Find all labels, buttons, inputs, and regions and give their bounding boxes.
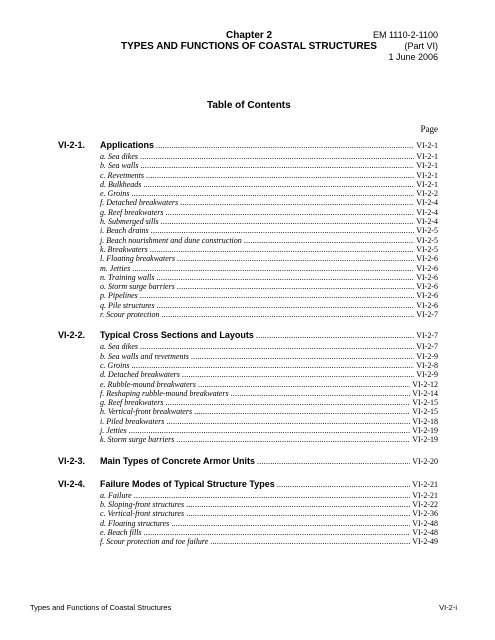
- toc-subentry[interactable]: [58, 537, 438, 546]
- subentry-page-number: VI-2-5: [416, 226, 438, 236]
- subentry-title: a. Sea dikes: [100, 152, 138, 161]
- page-column-label: Page: [420, 124, 438, 134]
- document-id: EM 1110-2-1100: [372, 30, 438, 40]
- subentry-title: i. Piled breakwaters: [100, 416, 165, 426]
- toc-subentry[interactable]: [58, 519, 438, 528]
- subentry-title: q. Pile structures: [100, 300, 155, 310]
- section-spacer: [58, 468, 438, 479]
- toc-subentry[interactable]: [58, 301, 438, 310]
- toc-subentry[interactable]: [58, 152, 438, 161]
- dot-leader: [210, 537, 410, 546]
- toc-subentry[interactable]: [58, 389, 438, 398]
- subentry-title: p. Pipelines: [100, 291, 138, 301]
- toc-subentry[interactable]: [58, 370, 438, 379]
- subentry-title: e. Groins: [100, 189, 130, 199]
- dot-leader: [165, 208, 414, 217]
- dot-leader: [166, 417, 410, 426]
- toc-section-entry[interactable]: [58, 479, 438, 491]
- subentry-page-number: VI-2-49: [412, 537, 438, 547]
- part-label: (Part VI): [404, 41, 438, 51]
- toc-subentry[interactable]: [58, 380, 438, 389]
- subentry-title: o. Storm surge barriers: [100, 282, 175, 292]
- dot-leader: [176, 435, 410, 444]
- dot-leader: [244, 236, 414, 245]
- section-title: Applications: [100, 140, 155, 150]
- subentry-page-number: VI-2-19: [412, 435, 438, 445]
- dot-leader: [140, 342, 414, 351]
- toc-subentry[interactable]: [58, 352, 438, 361]
- subentry-page-number: VI-2-6: [416, 300, 438, 310]
- dot-leader: [134, 491, 411, 500]
- subentry-title: k. Breakwaters: [100, 244, 148, 254]
- subentry-title: m. Jetties: [100, 263, 131, 273]
- dot-leader: [129, 426, 411, 435]
- section-title: Main Types of Concrete Armor Units: [100, 455, 256, 466]
- dot-leader: [191, 352, 414, 361]
- footer-page-number: VI-2-i: [439, 603, 457, 612]
- toc-subentry[interactable]: [58, 491, 438, 500]
- subentry-title: n. Training walls: [100, 272, 155, 282]
- dot-leader: [140, 291, 414, 300]
- dot-leader: [143, 180, 414, 189]
- subentry-title: c. Groins: [100, 360, 130, 370]
- dot-leader: [151, 226, 415, 235]
- subentry-title: d. Floating structures: [100, 518, 170, 528]
- subentry-title: d. Detached breakwaters: [100, 370, 180, 380]
- subentry-title: f. Scour protection and toe failure: [100, 537, 209, 547]
- subentry-page-number: VI-2-1: [416, 152, 438, 161]
- subentry-page-number: VI-2-18: [412, 416, 438, 426]
- chapter-number: Chapter 2: [226, 30, 273, 41]
- dot-leader: [156, 141, 414, 150]
- section-spacer: [58, 319, 438, 330]
- subentry-title: l. Floating breakwaters: [100, 254, 176, 264]
- table-of-contents: [58, 140, 438, 546]
- subentry-page-number: VI-2-8: [416, 360, 438, 370]
- subentry-title: c. Revetments: [100, 170, 144, 180]
- dot-leader: [194, 407, 410, 416]
- subentry-page-number: VI-2-14: [412, 388, 438, 398]
- toc-subentry[interactable]: [58, 254, 438, 263]
- subentry-page-number: VI-2-1: [416, 170, 438, 180]
- subentry-title: a. Failure: [100, 490, 132, 500]
- dot-leader: [257, 457, 410, 466]
- subentry-title: c. Vertical-front structures: [100, 509, 185, 519]
- toc-subentry[interactable]: [58, 264, 438, 273]
- toc-heading: Table of Contents: [207, 100, 291, 111]
- subentry-title: b. Sea walls: [100, 161, 139, 171]
- toc-subentry[interactable]: [58, 417, 438, 426]
- toc-subentry[interactable]: [58, 171, 438, 180]
- section-page-number: VI-2-20: [412, 456, 438, 466]
- subentry-page-number: VI-2-15: [412, 407, 438, 417]
- subentry-title: j. Beach nourishment and dune construction: [100, 235, 242, 245]
- subentry-page-number: VI-2-12: [412, 379, 438, 389]
- subentry-title: h. Vertical-front breakwaters: [100, 407, 193, 417]
- subentry-title: a. Sea dikes: [100, 342, 138, 352]
- subentry-page-number: VI-2-6: [416, 282, 438, 292]
- toc-section-entry[interactable]: [58, 140, 438, 152]
- toc-subentry[interactable]: [58, 180, 438, 189]
- toc-section-entry[interactable]: [58, 330, 438, 342]
- dot-leader: [256, 331, 414, 340]
- dot-leader: [277, 480, 411, 489]
- subentry-page-number: VI-2-7: [416, 310, 438, 320]
- subentry-title: g. Reef breakwaters: [100, 398, 164, 408]
- toc-subentry[interactable]: [58, 310, 438, 319]
- subentry-page-number: VI-2-4: [416, 217, 438, 227]
- dot-leader: [186, 509, 410, 518]
- dot-leader: [231, 389, 411, 398]
- subentry-page-number: VI-2-2: [416, 189, 438, 199]
- section-number: VI-2-4.: [58, 478, 86, 489]
- subentry-page-number: VI-2-4: [416, 198, 438, 208]
- section-page-number: VI-2-21: [412, 479, 438, 489]
- subentry-page-number: VI-2-6: [416, 272, 438, 282]
- subentry-page-number: VI-2-5: [416, 244, 438, 254]
- subentry-title: k. Storm surge barriers: [100, 435, 175, 445]
- subentry-title: d. Bulkheads: [100, 179, 142, 189]
- dot-leader: [157, 301, 415, 310]
- dot-leader: [144, 528, 411, 537]
- toc-subentry[interactable]: [58, 435, 438, 444]
- subentry-page-number: VI-2-9: [416, 370, 438, 380]
- toc-subentry[interactable]: [58, 407, 438, 416]
- toc-subentry[interactable]: [58, 342, 438, 351]
- dot-leader: [132, 264, 414, 273]
- dot-leader: [156, 273, 414, 282]
- dot-leader: [131, 189, 414, 198]
- toc-subentry[interactable]: [58, 208, 438, 217]
- section-number: VI-2-1.: [58, 140, 86, 150]
- toc-subentry[interactable]: [58, 236, 438, 245]
- toc-subentry[interactable]: [58, 217, 438, 226]
- chapter-title: TYPES AND FUNCTIONS OF COASTAL STRUCTURES: [121, 41, 377, 52]
- toc-subentry[interactable]: [58, 245, 438, 254]
- subentry-page-number: VI-2-6: [416, 263, 438, 273]
- subentry-title: b. Sloping-front structures: [100, 499, 185, 509]
- footer-title: Types and Functions of Coastal Structures: [30, 603, 172, 612]
- subentry-page-number: VI-2-22: [412, 499, 438, 509]
- subentry-page-number: VI-2-15: [412, 398, 438, 408]
- dot-leader: [171, 519, 410, 528]
- subentry-page-number: VI-2-36: [412, 509, 438, 519]
- dot-leader: [131, 361, 414, 370]
- toc-subentry[interactable]: [58, 282, 438, 291]
- subentry-page-number: VI-2-48: [412, 518, 438, 528]
- dot-leader: [177, 282, 414, 291]
- subentry-page-number: VI-2-1: [416, 161, 438, 171]
- section-page-number: VI-2-1: [416, 141, 438, 150]
- dot-leader: [177, 254, 414, 263]
- subentry-title: f. Detached breakwaters: [100, 198, 179, 208]
- subentry-page-number: VI-2-5: [416, 235, 438, 245]
- dot-leader: [186, 500, 410, 509]
- dot-leader: [150, 245, 415, 254]
- document-date: 1 June 2006: [388, 52, 438, 62]
- toc-subentry[interactable]: [58, 528, 438, 537]
- subentry-page-number: VI-2-9: [416, 351, 438, 361]
- subentry-title: e. Beach fills: [100, 527, 142, 537]
- section-spacer: [58, 445, 438, 456]
- dot-leader: [161, 310, 414, 319]
- subentry-title: f. Reshaping rubble-mound breakwaters: [100, 388, 229, 398]
- toc-subentry[interactable]: [58, 273, 438, 282]
- toc-subentry[interactable]: [58, 226, 438, 235]
- subentry-page-number: VI-2-21: [412, 490, 438, 500]
- subentry-title: h. Submerged sills: [100, 217, 159, 227]
- subentry-page-number: VI-2-1: [416, 179, 438, 189]
- dot-leader: [165, 398, 410, 407]
- section-number: VI-2-2.: [58, 330, 86, 341]
- toc-section-entry[interactable]: [58, 456, 438, 468]
- dot-leader: [180, 198, 414, 207]
- dot-leader: [182, 370, 414, 379]
- toc-subentry[interactable]: [58, 426, 438, 435]
- subentry-title: i. Beach drains: [100, 226, 149, 236]
- toc-subentry[interactable]: [58, 361, 438, 370]
- subentry-page-number: VI-2-6: [416, 291, 438, 301]
- section-page-number: VI-2-7: [416, 331, 438, 341]
- toc-subentry[interactable]: [58, 198, 438, 207]
- dot-leader: [140, 161, 414, 170]
- dot-leader: [140, 152, 414, 161]
- subentry-page-number: VI-2-6: [416, 254, 438, 264]
- toc-subentry[interactable]: [58, 500, 438, 509]
- subentry-page-number: VI-2-7: [416, 342, 438, 352]
- subentry-title: g. Reef breakwaters: [100, 207, 164, 217]
- toc-subentry[interactable]: [58, 509, 438, 518]
- subentry-page-number: VI-2-48: [412, 527, 438, 537]
- section-number: VI-2-3.: [58, 455, 86, 466]
- dot-leader: [198, 380, 410, 389]
- toc-subentry[interactable]: [58, 161, 438, 170]
- subentry-title: j. Jetties: [100, 426, 127, 436]
- toc-subentry[interactable]: [58, 189, 438, 198]
- subentry-title: r. Scour protection: [100, 310, 160, 320]
- section-title: Failure Modes of Typical Structure Types: [100, 478, 275, 489]
- subentry-title: b. Sea walls and revetments: [100, 351, 189, 361]
- subentry-title: e. Rubble-mound breakwaters: [100, 379, 196, 389]
- toc-subentry[interactable]: [58, 398, 438, 407]
- dot-leader: [161, 217, 415, 226]
- section-title: Typical Cross Sections and Layouts: [100, 330, 254, 341]
- subentry-page-number: VI-2-19: [412, 426, 438, 436]
- dot-leader: [146, 171, 414, 180]
- toc-subentry[interactable]: [58, 291, 438, 300]
- subentry-page-number: VI-2-4: [416, 207, 438, 217]
